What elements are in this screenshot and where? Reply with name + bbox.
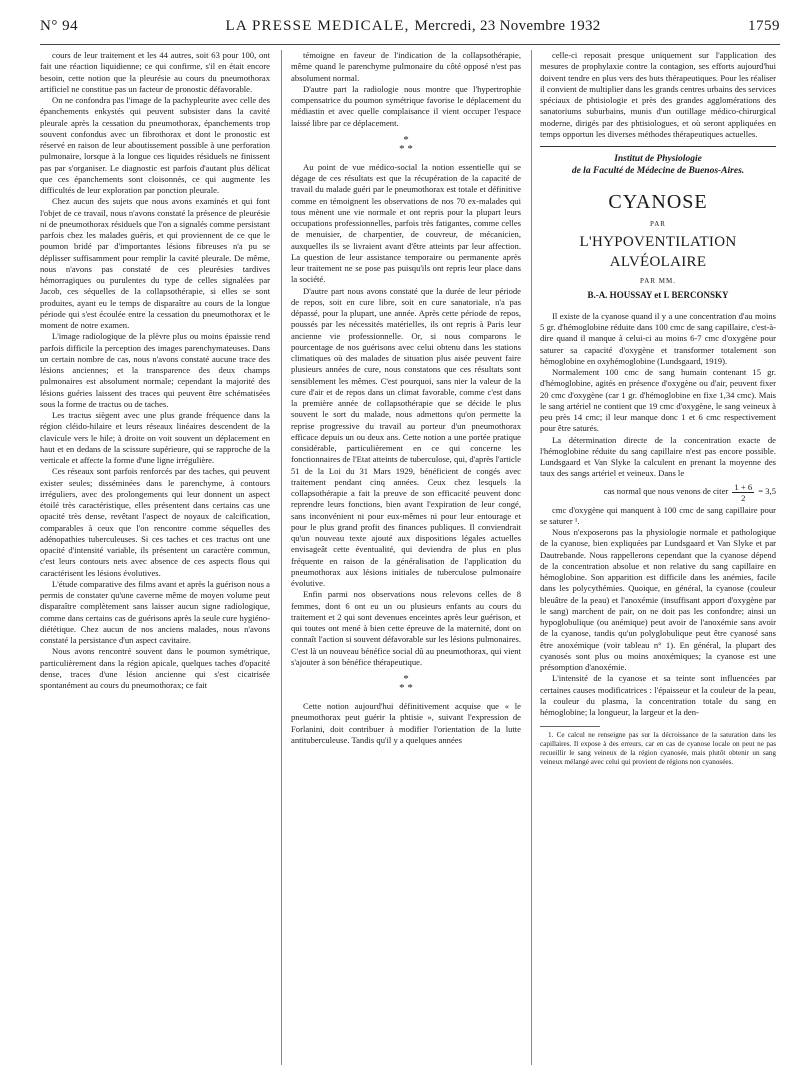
formula xyxy=(540,482,776,503)
col2-a-paragraph: D'autre part la radiologie nous montre que l'hypertrophie compensatrice du poumon symétrique favorise le déplacement du médiastin et avec quelle complaisance il vient occuper l'espace laissé libre par ce déplacement. xyxy=(291,83,521,128)
article-authors: B.-A. HOUSSAY et I. BERCONSKY xyxy=(587,289,729,300)
formula-fraction xyxy=(732,482,754,503)
authors-par: PAR MM. xyxy=(640,277,676,286)
institute-line: de la Faculté de Médecine de Buenos-Aires. xyxy=(571,166,745,176)
article-divider xyxy=(540,146,776,147)
col1-paragraph: cours de leur traitement et les 44 autres, soit 63 pour 100, ont fait une réaction liquidienne; ce qui confirme, s'il en était encore besoin, cette notion que la pleurésie au cours du pneumothorax artificiel ne constitue pas un facteur de pronostic défavorable. xyxy=(40,50,270,94)
article-title-2: L'HYPOVENTILATION ALVÉOLAIRE xyxy=(579,234,737,271)
col3-a-paragraph: celle-ci reposait presque uniquement sur l'application des mesures de prophylaxie contre la contagion, ses efforts aujourd'hui doivent tendre en plus vers des buts thérapeutiques. Pour les réaliser il convient de multiplier dans les grands centres urbains des services spéciaux de phtisiologie et près des grandes agglomérations des sanatoriums suburbains, munis d'un outillage médico-chirurgical moderne, dirigés par des phtisiologues, et où seront appliquées en temps opportun les diverses méthodes thérapeutiques actuelles. xyxy=(540,50,776,139)
formula-numerator: 1 + 6 xyxy=(734,481,753,492)
column-1 xyxy=(40,50,270,691)
folio: 1759 xyxy=(748,18,780,34)
col1-paragraph: On ne confondra pas l'image de la pachypleurite avec celle des épanchements enkystés qui peuvent subsister dans la cavité pleurale après la cessation du pneumothorax, épanchements trop souvent confondus avec un fibrothorax et dont le pronostic est réservé en raison de leur aboutissement possible à une perforation pulmonaire, lorsque à la longue ces liquides résiduels ne finissent pas par s'organiser. Le diagnostic est parfois d'autant plus délicat que ces épanchements sont cloisonnés, ce qui augmente les difficultés de leur exploration par ponction pleurale. xyxy=(40,95,270,195)
column-2-part-a xyxy=(291,50,521,129)
formula-denominator: 2 xyxy=(741,492,746,503)
col3-c-paragraph: cmc d'oxygène qui manquent à 100 cmc de sang capillaire pour se saturer ¹. xyxy=(540,504,776,526)
column-3-part-c xyxy=(540,505,776,719)
section-stars-1: * * * xyxy=(399,133,413,155)
col1-paragraph: Les tractus siègent avec une plus grande fréquence dans la région cléido-hilaire et leurs réseaux linéaires descendent de la clavicule vers le hile; à droite on voit souvent un déplacement en haut et en dedans de la scissure supérieure, qui se rapproche de la verticale et affecte la forme d'une ligne irrégulière. xyxy=(40,410,270,465)
issue-date: Mercredi, 23 Novembre 1932 xyxy=(414,18,601,34)
footnote-text: 1. Ce calcul ne renseigne pas sur la décroissance de la saturation dans les capillaires. Il expose à des erreurs, car en cas de cyanose locale on peut ne pas recueillir le sang veineux de la région cyanosée, mais plutôt obtenir un sang veineux mélangé avec celui qui provient de régions non cyanosées. xyxy=(540,731,776,767)
col1-paragraph: Chez aucun des sujets que nous avons examinés et qui font l'objet de ce travail, nous n'avons constaté la présence de pleurésie ni de pneumothorax résiduels que l'on a signalés comme persistant parfois chez les malades guéris, et qui proviennent de ce que le poumon bridé par d'importantes lésions fibreuses n'a pu se déplisser suffisamment pour remplir la cavité pleurale. De même, nous n'avons pas constaté de ces pleurésies tardives hémorragiques ou purulentes du type de celles signalées par Jacob, ces séquelles de la collapsothérapie, si elles se sont produites, ayant eu le temps de disparaître au cours de la longue période qui s'est écoulée entre la cessation du pneumothorax et le moment de notre examen. xyxy=(40,196,270,330)
col3-b-paragraph: Normalement 100 cmc de sang humain contenant 15 gr. d'hémoglobine, agités en présence d'oxygène ou d'air, peuvent fixer 20 cmc d'oxygène (car 1 gr. d'hémoglobine en fixe 1,34 cmc). Mais le sang artériel ne contient que 19 cmc d'oxygène, le sang veineux à peu près 14 cmc; il leur manque donc 1 et 6 cmc respectivement pour être saturés. xyxy=(540,367,776,434)
col3-c-paragraph: L'intensité de la cyanose et sa teinte sont influencées par certaines causes modificatrices : l'épaisseur et la couleur de la peau, la couleur du plasma, la concentration totale du sang en hémoglobine; la longueur, la largeur et la den- xyxy=(540,673,776,717)
col2-c-paragraph: Cette notion aujourd'hui définitivement acquise que « le pneumothorax peut guérir la phtisie », suivant l'expression de Forlanini, doit contribuer à modifier l'orientation de la lutte antituberculeuse. Tandis qu'il y a quelques années xyxy=(291,701,521,745)
header-rule xyxy=(40,44,780,45)
journal-name: LA PRESSE MEDICALE, xyxy=(225,18,410,34)
footnote xyxy=(540,731,776,767)
page-number: N° 94 xyxy=(40,18,79,34)
column-2 xyxy=(291,50,521,746)
institute-affiliation xyxy=(540,153,776,177)
column-separator-1 xyxy=(281,50,282,1065)
col3-b-paragraph: La détermination directe de la concentration exacte de l'hémoglobine réduite du sang capillaire n'est pas encore possible. Lundsgaard et Van Slyke la calculent en prenant la moyenne des taux des sangs artériel et veineux. Dans le xyxy=(540,434,776,479)
running-header xyxy=(40,18,780,42)
col3-c-paragraph: Nous n'exposerons pas la physiologie normale et pathologique de la cyanose, bien expliquées par Lundsgaard et Van Slyke et par Dautrebande. Nous rappellerons cependant que la cyanose dépend de la concentration absolue et non relative du sang capillaire en hémoglobine. Son apparition est difficile dans les anémies, facile dans les polycythémies. Quoique, en général, la cyanose (couleur bleuâtre de la peau) et l'anoxémie (insuffisant apport d'oxygène par le sang) marchent de pair, on ne doit pas les confondre; ainsi un hypoglobulique (ou anémique) peut avoir de l'anoxémie sans avoir de la cyanose, tandis qu'un polyglobulique peut être cyanosé sans être anoxémique (voir tableau n° 1). En général, la plupart des cyanosés sont plus ou moins anoxémiques; la cyanose est une présomption d'anoxémie. xyxy=(540,527,776,672)
col1-paragraph: Nous avons rencontré souvent dans le poumon symétrique, particulièrement dans la région apicale, quelques taches d'opacité dense, traces d'une lésion ancienne qui s'est cicatrisée spontanément au cours du pneumothorax; ce fait xyxy=(40,646,270,690)
institute-line: Institut de Physiologie xyxy=(614,154,702,164)
col2-b-paragraph: D'autre part nous avons constaté que la durée de leur période de repos, soit en cure libre, soit en cure sanatoriale, n'a pas dépassé, pour la plupart, une année. Après cette période de repos, poussés par les nécessités matérielles, ils ont repris à Paris leur ancienne vie professionnelle. Or, si nous comparons le pourcentage de nos guérisons avec celui obtenu dans les stations climatiques où des malades de situation plus aisée peuvent faire plusieurs années de cure, nous constatons que ces résultats sont sensiblement les mêmes. C'est pourquoi, sans nier la valeur de la cure d'air et de repos dans un climat favorable, comme c'est dans la première année de collapsothérapie que se décide le plus souvent le sort du malade, nous admettons qu'on permette la reprise progressive du travail au porteur d'un pneumothorax efficace depuis un ou deux ans. Cette notion a une portée pratique considérable, particulièrement en ce qui concerne les fonctionnaires de l'Etat atteints de tuberculose, qui, d'après l'article 51 de la Loi du 31 Mars 1929, bénéficient de congés avec traitement pendant cinq années. Ceux chez lesquels la collapsothérapie a fait la preuve de son efficacité peuvent donc reprendre leurs fonctions, bien avant l'expiration de leur congé, sans inconvénient ni pour eux-mêmes ni pour leur entourage et pour le plus grand profit des finances publiques. Il conviendrait qu'un nouveau texte ajouté aux dispositions légales actuelles envisageât cette éventualité, qui deviendra de plus en plus fréquente en raison de la généralisation de l'application du pneumothorax aux lésions initiales de tuberculose pulmonaire évolutive. xyxy=(291,285,521,588)
article-title: CYANOSE xyxy=(608,191,708,213)
footnote-rule xyxy=(540,726,600,727)
col1-paragraph: L'image radiologique de la plèvre plus ou moins épaissie rend parfois difficile la perception des images parenchymateuses. Dans un certain nombre de cas, nous n'avons constaté aucune trace des lésions anciennes; et la transparence des deux champs pulmonaires est absolument normale; cependant la majorité des lésions guéries laissent des traces qui peuvent être schématisées sous la forme de tractus ou de taches. xyxy=(40,331,270,409)
col2-b-paragraph: Enfin parmi nos observations nous relevons celles de 8 femmes, dont 6 ont eu un ou plusieurs enfants au cours du traitement et 2 qui sont devenues enceintes après leur guérison, et qui toutes ont mené à bien cette épreuve de la maternité, dont on connaît l'action si souvent défavorable sur les lésions pulmonaires. C'est là un nouveau bénéfice social dû au pneumothorax, qui vient s'ajouter à son bénéfice thérapeutique. xyxy=(291,589,521,667)
column-3-part-a xyxy=(540,50,776,140)
journal-page xyxy=(40,10,780,1072)
col2-b-paragraph: Au point de vue médico-social la notion essentielle qui se dégage de ces résultats est que la récupération de la capacité de travail du malade guéri par le pneumothorax est totale et définitive comme en témoignent les observations de nos 70 ex-malades qui tous mènent une vie normale et ont repris pour la plupart leurs occupations professionnelles, parfois très fatigantes, comme celles de menuisier, de charpentier, de couvreur, de mécanicien, auxquelles ils se livraient avant d'être atteints par leur affection. La question de leur assistance temporaire ou permanente après leur traitement ne se pose pas puisqu'ils ont repris leur place dans la société. xyxy=(291,161,521,285)
title-par: PAR xyxy=(650,220,666,228)
column-2-part-b xyxy=(291,162,521,668)
col2-a-paragraph: témoigne en faveur de l'indication de la collapsothérapie, même quand le parenchyme pulmonaire du côté opposé n'est pas absolument normal. xyxy=(291,50,521,83)
formula-lead: cas normal que nous venons de citer xyxy=(603,486,729,497)
column-3 xyxy=(540,50,776,767)
column-3-part-b xyxy=(540,311,776,480)
col3-b-paragraph: Il existe de la cyanose quand il y a une concentration d'au moins 5 gr. d'hémoglobine réduite dans 100 cmc de sang capillaire, c'est-à-dire quand il manque à celui-ci au moins 6-7 cmc d'oxygène pour saturer sa capacité d'oxygène et transformer totalement son hémoglobine en oxyhémoglobine (Lundsgaard, 1919). xyxy=(540,310,776,366)
column-2-part-c xyxy=(291,701,521,746)
col1-paragraph: L'étude comparative des films avant et après la guérison nous a permis de constater qu'une caverne même de moyen volume peut disparaître complètement sans laisser aucun signe radiologique, comme dans certains cas de guérisons après la seule cure hygiéno-diététique. Chez aucun de nos anciens malades, nous n'avons constaté la persistance d'un aspect cavitaire. xyxy=(40,578,270,645)
col1-paragraph: Ces réseaux sont parfois renforcés par des taches, qui peuvent exister seules; disséminées dans le parenchyme, à contours irréguliers, avec des prolongements qui leur donnent un aspect étoilé très caractéristique, elles présentent dans certains cas une opacité très dense, revêtant l'aspect de noyaux de calcification, comparables à ceux que l'on rencontre comme séquelles des adénopathies tuberculeuses. Si ces taches et ces tractus ont une opacité d'intensité variable, ils présentent un caractère commun, c'est leurs contours nets avec absence de ces aspects flous qui caractérisent les lésions évolutives. xyxy=(40,466,270,578)
column-separator-2 xyxy=(531,50,532,1065)
journal-title xyxy=(225,18,600,35)
formula-result: = 3,5 xyxy=(758,486,776,497)
section-stars-2: * * * xyxy=(399,673,413,694)
